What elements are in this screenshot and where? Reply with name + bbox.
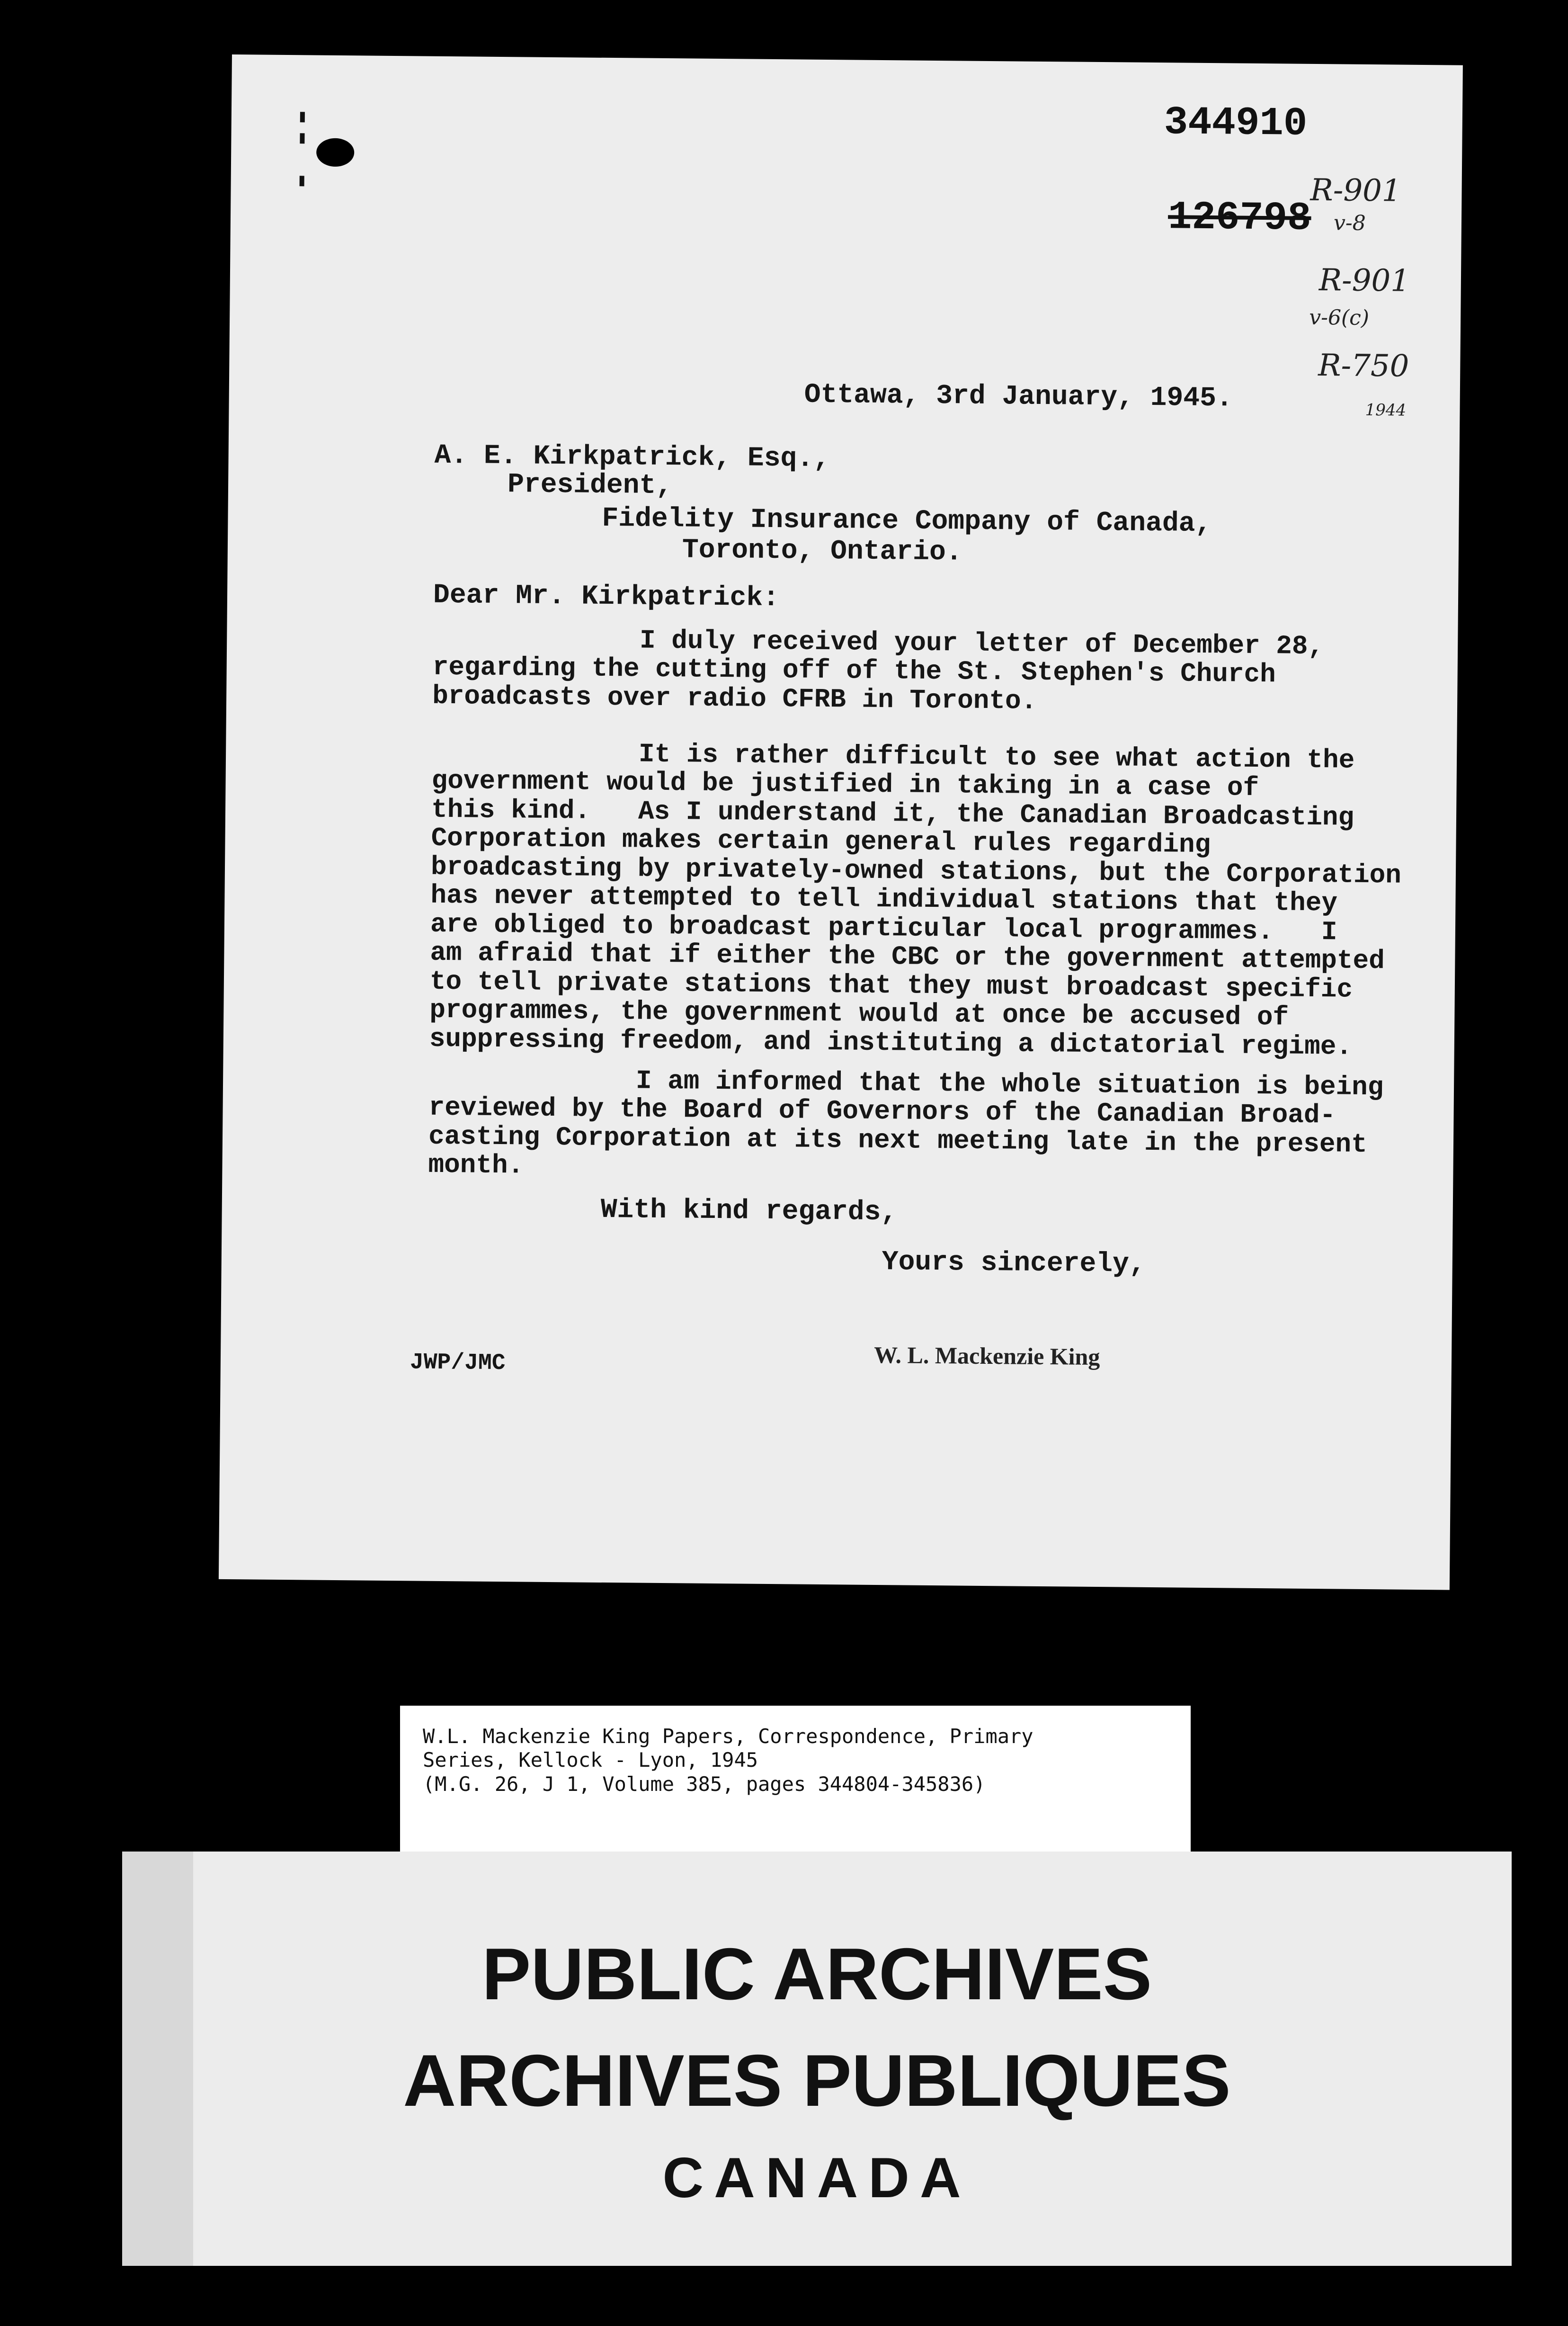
handwritten-note: v-6(c) [1309,305,1370,330]
catalog-card [400,1706,1191,1862]
addressee-city: Toronto, Ontario. [682,535,962,568]
signature: W. L. Mackenzie King [873,1341,1100,1370]
closing-sincerely: Yours sincerely, [882,1247,1146,1280]
date-line: Ottawa, 3rd January, 1945. [804,379,1233,414]
catalog-line: Series, Kellock - Lyon, 1945 [423,1748,758,1772]
typist-initials: JWP/JMC [410,1350,506,1377]
margin-mark [300,176,304,186]
addressee-company: Fidelity Insurance Company of Canada, [602,503,1212,540]
punch-hole [316,138,355,167]
addressee-title: President, [507,469,673,502]
handwritten-note: 1944 [1365,400,1407,420]
banner-line-country: CANADA [662,2146,971,2210]
paragraph-2: It is rather difficult to see what action the government would be justified in taking in a case of this kind. As I understand it, the Canadian Broadcasting Corporation makes certain general rules regarding broadcasting by privately-owned stations, but the Corporation has never attempted to tell individual stations that they are obliged to broadcast particular local programmes. I am afraid that if either the CBC or the government attempted to tell private stations that they must broadcast specific programmes, the government would at once be accused of suppressing freedom, and instituting a dictatorial regime. [429,737,1402,1062]
banner-line-english: PUBLIC ARCHIVES [481,1933,1152,2015]
handwritten-note: R-750 [1318,348,1409,384]
addressee-name: A. E. Kirkpatrick, Esq., [434,440,830,475]
catalog-line: (M.G. 26, J 1, Volume 385, pages 344804-345836) [423,1772,986,1796]
closing-regards: With kind regards, [600,1194,898,1228]
banner-line-french: ARCHIVES PUBLIQUES [403,2040,1231,2121]
struck-number: 126798 [1167,195,1311,242]
paragraph-1: I duly received your letter of December 28, regarding the cutting off of the St. Stephen's Church broadcasts over radio CFRB in Toronto. [432,623,1324,716]
letter-page [219,54,1463,1590]
margin-mark [300,133,304,143]
handwritten-note: R-901 [1310,172,1401,209]
handwritten-note: v-8 [1333,211,1366,235]
paragraph-3: I am informed that the whole situation is being reviewed by the Board of Governors of the Canadian Broad- casting Corporation at its next meeting late in the present month. [428,1064,1384,1181]
salutation: Dear Mr. Kirkpatrick: [433,580,780,614]
margin-mark [300,112,305,122]
archive-number: 344910 [1164,100,1308,147]
catalog-line: W.L. Mackenzie King Papers, Correspondence, Primary [423,1725,1033,1748]
archives-banner [122,1852,1512,2266]
handwritten-note: R-901 [1319,263,1410,299]
